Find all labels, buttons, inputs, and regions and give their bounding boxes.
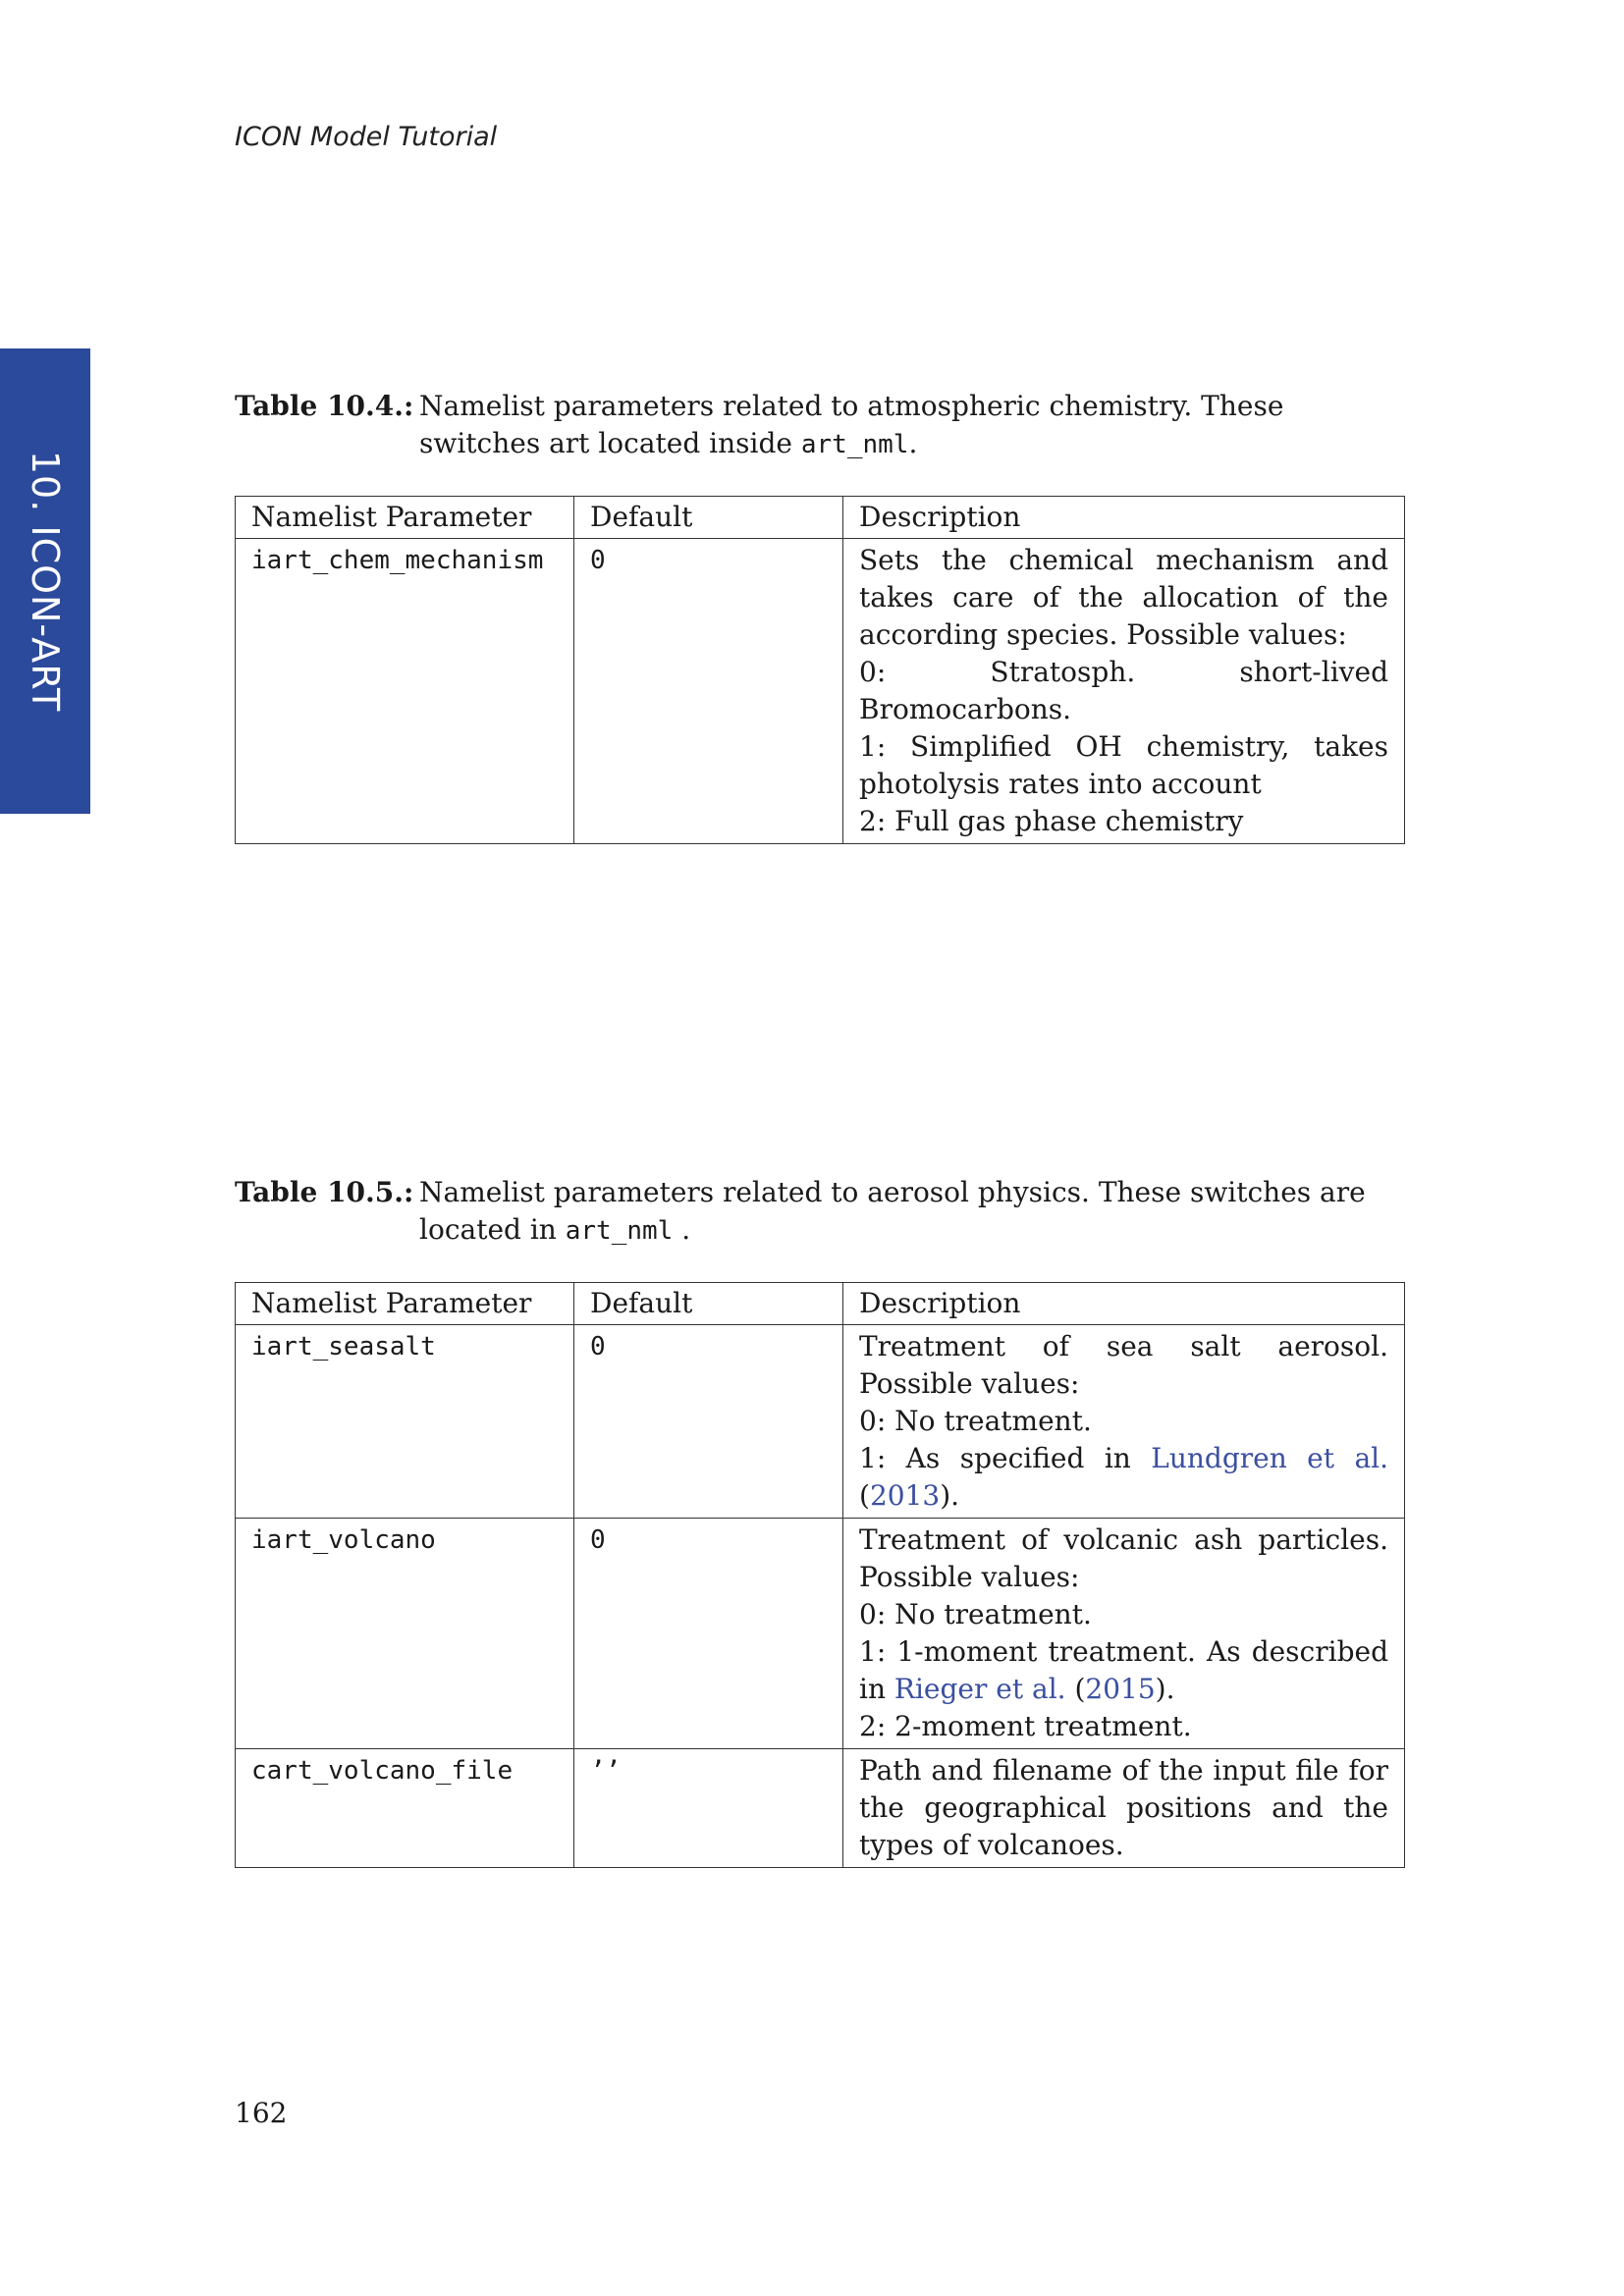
running-header: ICON Model Tutorial — [235, 122, 498, 152]
param-cell: iart_seasalt — [236, 1325, 574, 1519]
page-number: 162 — [235, 2097, 288, 2129]
citation-paren: ). — [1155, 1673, 1175, 1705]
citation-paren: ( — [1065, 1673, 1086, 1705]
caption-label: Table 10.4.: — [235, 390, 414, 422]
caption-text-part: Namelist parameters related to atmospheric chemistry. These switches art located inside — [419, 390, 1284, 459]
table-header-row — [236, 1283, 1405, 1325]
description-line: 0: No treatment. — [859, 1598, 1092, 1630]
description-line: 1: Simplified OH chemistry, takes photolysis rates into account — [859, 730, 1388, 800]
header-default: Default — [574, 1283, 843, 1325]
chapter-tab — [0, 348, 90, 814]
table-10-5-caption — [235, 1174, 1403, 1250]
description-line: Treatment of volcanic ash particles. Possible values: — [859, 1523, 1388, 1593]
description-cell — [843, 1749, 1405, 1868]
description-line: Path and filename of the input file for the geographical positions and the types of volcanoes. — [859, 1754, 1388, 1861]
chapter-tab-label: 10. ICON-ART — [24, 450, 67, 713]
description-line: 0: Stratosph. short-lived Bromocarbons. — [859, 656, 1388, 725]
caption-code: art_nml — [800, 430, 909, 459]
description-line: 0: No treatment. — [859, 1405, 1092, 1437]
citation-year-link[interactable]: 2013 — [869, 1479, 941, 1512]
citation-prefix: 1: As specified in — [859, 1442, 1152, 1474]
header-namelist-parameter: Namelist Parameter — [236, 497, 574, 539]
caption-code: art_nml — [565, 1216, 674, 1246]
description-cell — [843, 1325, 1405, 1519]
caption-text-end: . — [908, 427, 918, 459]
default-cell: 0 — [574, 1325, 843, 1519]
param-cell: cart_volcano_file — [236, 1749, 574, 1868]
description-line: 2: 2-moment treatment. — [859, 1710, 1192, 1742]
description-cell — [843, 539, 1405, 844]
table-row — [236, 1749, 1405, 1868]
citation-author-link[interactable]: Rieger et al. — [893, 1673, 1066, 1705]
description-cell — [843, 1519, 1405, 1749]
description-line: Treatment of sea salt aerosol. Possible values: — [859, 1330, 1388, 1400]
table-row — [236, 539, 1405, 844]
caption-text-end: . — [673, 1213, 691, 1246]
header-default: Default — [574, 497, 843, 539]
caption-text — [419, 1174, 1403, 1250]
caption-label: Table 10.5.: — [235, 1176, 414, 1208]
header-namelist-parameter: Namelist Parameter — [236, 1283, 574, 1325]
header-description: Description — [843, 1283, 1405, 1325]
citation-prefix: 1: 1-moment treatment. As described in — [859, 1635, 1388, 1705]
description-citation-line — [859, 1440, 1388, 1515]
table-10-5 — [235, 1282, 1405, 1868]
citation-author-link[interactable]: Lundgren et al. — [1151, 1442, 1388, 1474]
param-cell: iart_chem_mechanism — [236, 539, 574, 844]
description-citation-line — [859, 1633, 1388, 1708]
default-cell: 0 — [574, 539, 843, 844]
description-line: 2: Full gas phase chemistry — [859, 805, 1244, 837]
table-row — [236, 1325, 1405, 1519]
table-10-4-caption — [235, 388, 1403, 463]
caption-text — [419, 388, 1403, 463]
param-cell: iart_volcano — [236, 1519, 574, 1749]
citation-paren: ). — [940, 1479, 960, 1512]
default-cell: ’’ — [574, 1749, 843, 1868]
table-row — [236, 1519, 1405, 1749]
description-line: Sets the chemical mechanism and takes care of the allocation of the according species. Possible values: — [859, 544, 1388, 651]
header-description: Description — [843, 497, 1405, 539]
caption-text-part: Namelist parameters related to aerosol physics. These switches are located in — [419, 1176, 1366, 1246]
citation-paren: ( — [859, 1479, 870, 1512]
default-cell: 0 — [574, 1519, 843, 1749]
citation-year-link[interactable]: 2015 — [1085, 1673, 1156, 1705]
table-10-4 — [235, 496, 1405, 844]
table-header-row — [236, 497, 1405, 539]
